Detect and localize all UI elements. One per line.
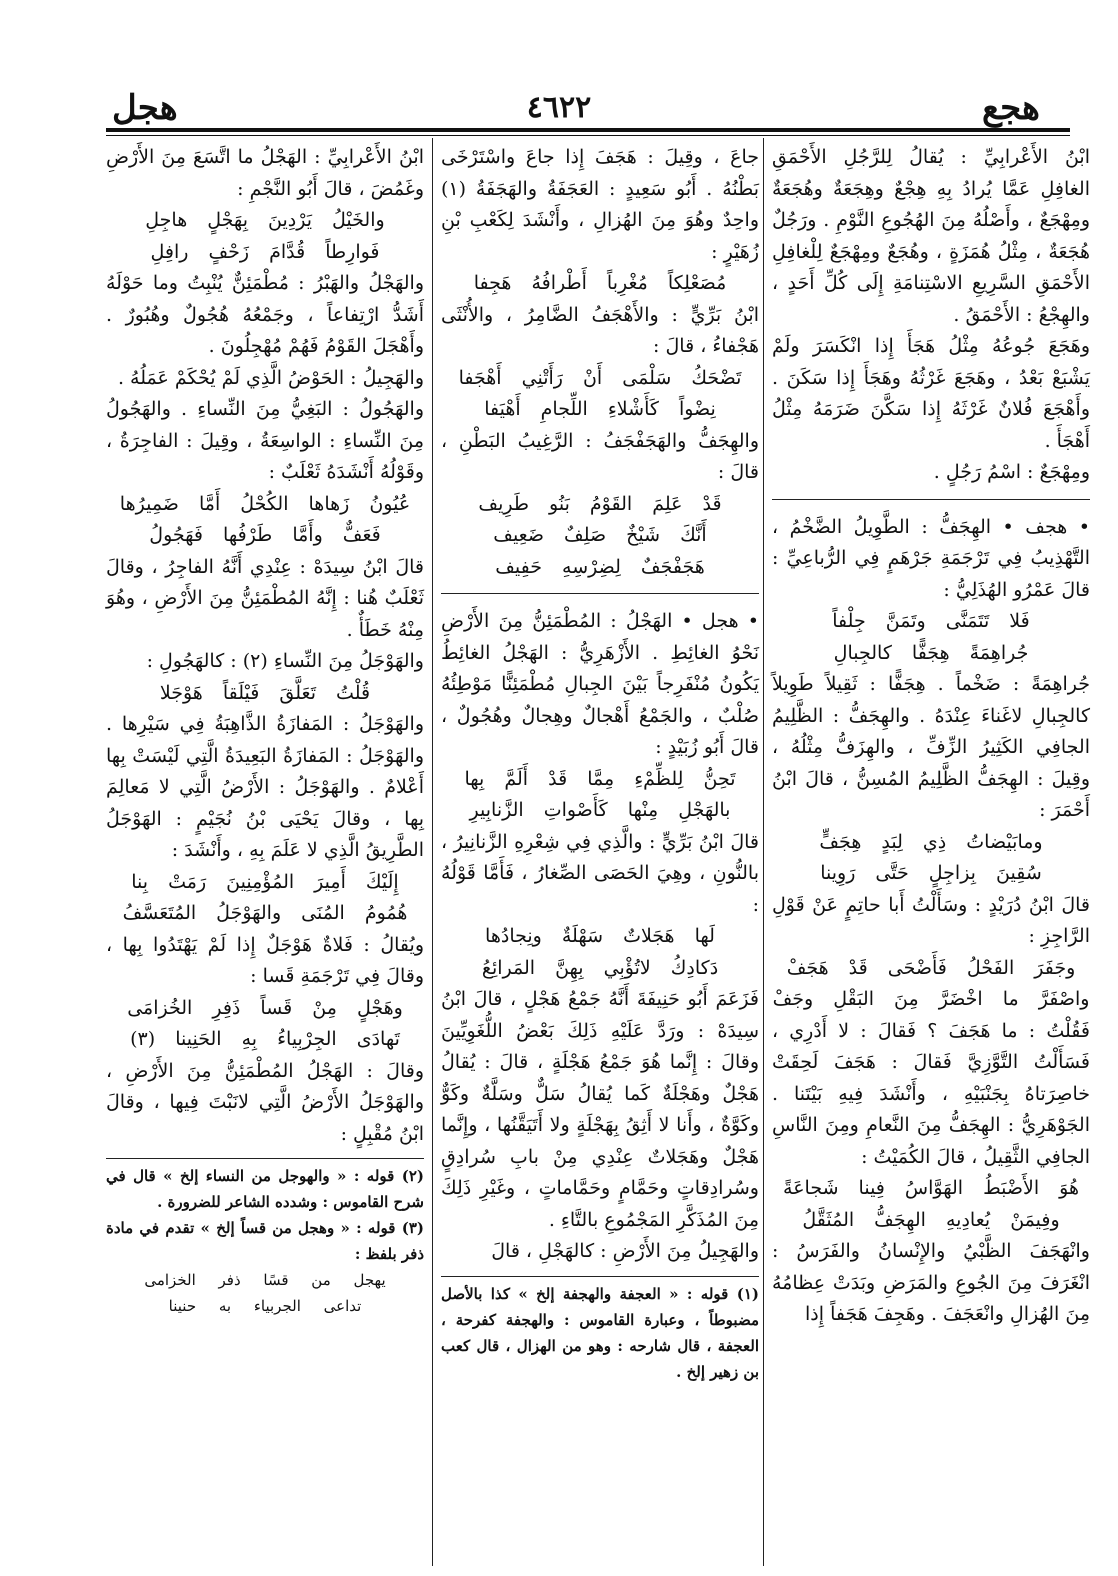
verse-line: هَجَفْجَفٌ لِضِرْسِهِ حَفِيف bbox=[495, 555, 705, 578]
verse-line: أَنَّكَ شَيْخٌ صَلِفٌ ضَعِيف bbox=[493, 524, 707, 546]
verse-line: لَها هَجَلاتٌ سَهْلَةٌ ونِجادُها bbox=[485, 925, 715, 947]
verse-line: تَهادَى الجِرْبِياءُ بِهِ الحَنِينا (٣) bbox=[130, 1028, 400, 1050]
header-entry-left: هجل bbox=[112, 88, 178, 128]
verse-line: هُوَ الأَضْبَطُ الهَوَّاسُ فِينا شَجاعَةً bbox=[783, 1177, 1079, 1199]
verse-line: نِضْواً كَأَشْلاءِ اللِّجامِ أَهْيَفا bbox=[484, 398, 716, 420]
verse-line: والخَيْلُ يَرْدِينَ بِهَجْلٍ هاجِلِ bbox=[145, 209, 385, 231]
footnote-rule bbox=[106, 1158, 424, 1159]
verse-line: عُيُونُ زَهاها الكُحْلُ أَمَّا ضَمِيرُها bbox=[119, 492, 411, 515]
verse-line: فَعَفٌّ وأَمَّا طَرْفُها فَهَجُولُ bbox=[149, 524, 381, 546]
paragraph: ويُقالُ : فَلاةٌ هَوْجَلٌ إِذا لَمْ يَهْتَدُوا بِها ، وقالَ فِي تَرْجَمَةِ قَسا : bbox=[106, 933, 424, 987]
column-divider-right bbox=[763, 138, 764, 1566]
verse-line: هُمُومُ المُنَى والهَوْجَلُ المُتَعَسَّفُ bbox=[122, 902, 408, 924]
paragraph: ابْنُ الأَعْرابِيِّ : يُقالُ لِلرَّجُلِ الأَحْمَقِ الغافِلِ عَمَّا يُرادُ بِهِ هِجْعٌ وهِجَعَةٌ وهُجَعَةٌ ومِهْجَعٌ ، وأَصْلُهُ مِنَ الهُجُوعِ النَّوْمِ . ورَجُلٌ هُجَعَةٌ ، مِثْلُ هُمَزَةٍ ، وهُجَعٌ ومِهْجَعٌ لِلْغافِلِ الأَحْمَقِ السَّرِيعِ الاسْتِنامَةِ إِلَى كُلِّ أَحَدٍ ، والهِجْعُ : الأَحْمَقُ . bbox=[772, 146, 1090, 326]
verse-line: ومابَيْضاتُ ذِي لِبَدٍ هِجَفٍّ bbox=[819, 830, 1043, 853]
footnote: يهجل من قسًا ذفر الخزامى bbox=[144, 1271, 386, 1289]
paragraph: • هجل • الهَجْلُ : المُطْمَئِنُّ مِنَ الأَرْضِ نَحْوُ الغائِطِ . الأَزْهَرِيُّ : الهَجْلُ الغائِطُ يَكُونُ مُنْفَرِجاً بَيْنَ الجِبالِ مُطْمَئِنًّا مَوْطِئُهُ صُلْبٌ ، والجَمْعُ أَهْجالٌ وهِجالٌ وهُجُولٌ ، قالَ أَبُو زُبَيْدٍ : bbox=[441, 610, 759, 758]
verse-line: قَدْ عَلِمَ القَوْمُ بَنُو طَرِيف bbox=[478, 492, 722, 515]
verse-line: واصْفَرَّ ما اخْضَرَّ مِنَ البَقْلِ وجَفْ bbox=[772, 988, 1090, 1010]
paragraph: جُراهِمَةً : ضَخْماً . هِجَفًّا : ثَقِيلاً طَوِيلاً كالجِبالِ لاغَناءَ عِنْدَهُ . والهِجَفُّ : الظَّلِيمُ الجافِي الكَثِيرُ الزِّفِّ ، والهِزَفُّ مِثْلُهُ ، وقِيلَ : الهِجَفُّ الظَّلِيمُ المُسِنُّ ، قالَ ابْنُ أَحْمَرَ : bbox=[772, 673, 1090, 821]
paragraph: وقالَ : الهَجْلُ المُطْمَئِنُّ مِنَ الأَرْضِ ، والهَوْجَلُ الأَرْضُ الَّتِي لانَبْتَ فِيها ، وقالَ ابْنُ مُقْبِلٍ : bbox=[106, 1059, 424, 1145]
paragraph: وهَجَعَ جُوعُهُ مِثْلُ هَجَأَ إِذا انْكَسَرَ ولَمْ يَشْبَعْ بَعْدُ ، وهَجَعَ غَرْثُهُ وهَجَأَ إِذا سَكَنَ . وأَهْجَعَ فُلانٌ غَرْثَهُ إِذا سَكَّنَ ضَرَمَهُ مِثْلُ أَهْجَأَ . bbox=[772, 335, 1090, 452]
verse-line: مُصَعْلِكاً مُغْرِباً أَطْرافُهُ هَجِفا bbox=[473, 272, 727, 294]
footnote: (١) قوله : « العجفة والهجفة إلخ » كذا بالأصل مضبوطاً ، وعبارة القاموس : والهجفة كفرحة ، العجفة ، قال شارحه : وهو من الهزال ، قال كعب بن زهير إلخ . bbox=[441, 1284, 759, 1381]
verse-line: وفِيمَنْ يُعادِيهِ الهِجَفُّ المُثَقَّلُ bbox=[802, 1208, 1060, 1231]
paragraph: والهَوْجَلُ : المَفازَةُ الذَّاهِبَةُ فِي سَيْرِها . والهَوْجَلُ : المَفازَةُ البَعِيدَةُ الَّتِي لَيْسَتْ بِها أَعْلامٌ . والهَوْجَلُ : الأَرْضُ الَّتِي لا مَعالِمَ بِها ، وقالَ يَحْيَى بْنُ نُجَيْمٍ : الهَوْجَلُ الطَّرِيقُ الَّذِي لا عَلَمَ بِهِ ، وأَنْشَدَ : bbox=[106, 713, 424, 861]
paragraph: والهَجِيلُ مِنَ الأَرْضِ : كالهَجْلِ ، قالَ bbox=[491, 1240, 759, 1262]
footnote: (٣) قوله : « وهجل من قساً إلخ » تقدم في مادة ذفر بلفظ : bbox=[106, 1219, 424, 1263]
verse-line: فَلا تَتَمَنَّى وتَمَنَّ جِلْفاً bbox=[832, 610, 1030, 632]
paragraph: فَزَعَمَ أَبُو حَنِيفَةَ أَنَّهُ جَمْعُ هَجْلٍ ، قالَ ابْنُ سِيدَهْ : ورَدَّ عَلَيْهِ ذَلِكَ بَعْضُ اللُّغَوِيِّينَ وقالَ : إِنَّما هُوَ جَمْعُ هَجْلَةٍ ، قالَ : يُقالُ هَجْلٌ وهَجْلَةٌ كَما يُقالُ سَلٌّ وسَلَّةٌ وكَوٌّ وكَوَّةٌ ، وأَنا لا أَثِقُ بِهَجْلَةٍ ولا أَتَيَقَّنُها ، وإِنَّما هَجْلٌ وهَجَلاتٌ عِنْدِي مِنْ بابِ سُرادِقٍ وسُرادِقاتٍ وحَمَّامٍ وحَمَّاماتٍ ، وغَيْرِ ذَلِكَ مِنَ المُذَكَّرِ المَجْمُوعِ بالتَّاءِ . bbox=[441, 988, 759, 1231]
paragraph: ابْنُ الأَعْرابِيِّ : الهَجْلُ ما اتَّسَعَ مِنَ الأَرْضِ وغَمُضَ ، قالَ أَبُو النَّجْمِ : bbox=[106, 146, 424, 200]
verse-line: وهَجْلٍ مِنْ قَساً ذَفِرِ الخُزامَى bbox=[127, 996, 403, 1019]
column-middle bbox=[441, 142, 759, 1385]
paragraph: والهَجُولُ : البَغِيُّ مِنَ النِّساءِ . والهَجُولُ مِنَ النِّساءِ : الواسِعَةُ ، وقِيلَ : الفاجِرَةُ ، وقَوْلُهُ أَنْشَدَهُ ثَعْلَبٌ : bbox=[106, 398, 424, 483]
footnote: تداعى الجربياء به حنينا bbox=[168, 1297, 362, 1315]
verse-line: فَوارِطاً قُدَّامَ زَحْفٍ رافِلِ bbox=[150, 240, 380, 263]
verse-line: جُراهِمَةً هِجَفًّا كالجِبالِ bbox=[833, 641, 1029, 664]
paragraph: والهَوْجَلُ مِنَ النِّساءِ (٢) : كالهَجُولِ : bbox=[146, 650, 424, 672]
paragraph: ومِهْجَعٌ : اسْمُ رَجُلٍ . bbox=[933, 461, 1090, 483]
verse-line: دَكادِكُ لاتُؤْبِي بِهِنَّ المَرائِعُ bbox=[481, 956, 719, 979]
paragraph: ابْنُ بَرِّيٍّ : والأَهْجَفُ الضَّامِرُ ، والأُنْثَى هَجْفاءُ ، قالَ : bbox=[441, 303, 759, 357]
column-divider-left bbox=[432, 138, 433, 1566]
footnote: (٢) قوله : « والهوجل من النساء إلخ » قال في شرح القاموس : وشدده الشاعر للضرورة . bbox=[106, 1167, 424, 1211]
verse-line: تَحِنُّ لِلظِّمْءِ مِمَّا قَدْ أَلَمَّ بِها bbox=[464, 767, 736, 790]
verse-line: قُلْتُ تَعَلَّقَ فَيْلَقاً هَوْجَلا bbox=[159, 681, 371, 704]
verse-line: وجَفَرَ الفَحْلُ فَأَضْحَى قَدْ هَجَفْ bbox=[786, 956, 1076, 979]
paragraph: جاعَ ، وقِيلَ : هَجَفَ إِذا جاعَ واسْتَرْخَى بَطْنُهُ . أَبُو سَعِيدٍ : العَجَفَةُ والهَجَفَةُ (١) واحِدٌ وهُوَ مِنَ الهُزالِ ، وأَنْشَدَ لِكَعْبِ بْنِ زُهَيْرٍ : bbox=[441, 146, 759, 263]
paragraph: والهَجِيلُ : الحَوْضُ الَّذِي لَمْ يُحْكَمْ عَمَلُهُ . bbox=[117, 366, 424, 389]
paragraph: قالَ ابْنُ سِيدَهْ : عِنْدِي أَنَّهُ الفاجِرُ ، وقالَ ثَعْلَبٌ هُنا : إِنَّهُ المُطْمَئِنُّ مِنَ الأَرْضِ ، وهُوَ مِنْهُ خَطَأٌ . bbox=[106, 555, 424, 641]
entry-separator bbox=[441, 593, 759, 594]
verse-line: تَضْحَكُ سَلْمَى أَنْ رَأَتْنِي أَهْجَفا bbox=[458, 366, 742, 389]
paragraph: وانْهَجَفَ الظَّبْيُ والإِنْسانُ والفَرَسُ : انْغَرَفَ مِنَ الجُوعِ والمَرَضِ وبَدَتْ عِظامُهُ مِنَ الهُزالِ وانْعَجَفَ . وهَجِفَ هَجَفاً إِذا bbox=[772, 1240, 1090, 1325]
paragraph: قالَ ابْنُ دُرَيْدٍ : وسَأَلْتُ أَبا حاتِمٍ عَنْ قَوْلِ الرَّاجِزِ : bbox=[772, 893, 1090, 947]
column-left bbox=[106, 142, 424, 1319]
paragraph: • هجف • الهِجَفُّ : الطَّوِيلُ الضَّخْمُ ، التَّهْذِيبُ فِي تَرْجَمَةِ جَرْهَمٍ فِي الرُّباعِيِّ : قالَ عَمْرُو الهُذَلِيُّ : bbox=[772, 515, 1090, 601]
paragraph: والهَجْلُ والهَبْرُ : مُطْمَئِنٌّ يُنْبِتُ وما حَوْلَهُ أَشَدُّ ارْتِفاعاً ، وجَمْعُهُ هُجُولٌ وهُبُورٌ . وأَهْجَلَ القَوْمُ فَهُمْ مُهْجِلُونَ . bbox=[106, 272, 424, 357]
footnote-rule bbox=[441, 1276, 759, 1277]
paragraph: فَقُلْتُ : ما هَجَفَ ؟ فَقالَ : لا أَدْرِي ، فَسَأَلْتُ التَّوَّزِيَّ فَقالَ : هَجَفَ لَحِقَتْ خاصِرَتاهُ بِجَنْبَيْهِ ، وأَنْشَدَ فِيهِ بَيْتَنا . الجَوْهَرِيُّ : الهِجَفُّ مِنَ النَّعامِ ومِنَ النَّاسِ الجافِي الثَّقِيلُ ، قالَ الكُمَيْتُ : bbox=[772, 1019, 1090, 1168]
column-right bbox=[772, 142, 1090, 1331]
header-rule bbox=[106, 128, 1070, 136]
paragraph: قالَ ابْنُ بَرِّيٍّ : والَّذِي فِي شِعْرِهِ الزَّنانِيرُ ، بالنُّونِ ، وهِيَ الحَصَى الصِّغارُ ، فَأَمَّا قَوْلُهُ : bbox=[441, 830, 759, 916]
page-number: ٤٦٢٢ bbox=[526, 90, 592, 125]
header-entry-right: هجع bbox=[982, 88, 1040, 128]
paragraph: والهِجَفُّ والهَجَفْجَفُ : الرَّغِيبُ البَطْنِ ، قالَ : bbox=[441, 429, 759, 483]
verse-line: بالهَجْلِ مِنْها كَأَصْواتِ الزَّنابِيرِ bbox=[469, 799, 731, 821]
verse-line: إِلَيْكَ أَمِيرَ المُؤْمِنِينَ رَمَتْ بِنا bbox=[131, 870, 399, 893]
verse-line: سُقِينَ بِزاجِلٍ حَتَّى رَوِينا bbox=[820, 862, 1042, 884]
entry-separator bbox=[772, 499, 1090, 500]
